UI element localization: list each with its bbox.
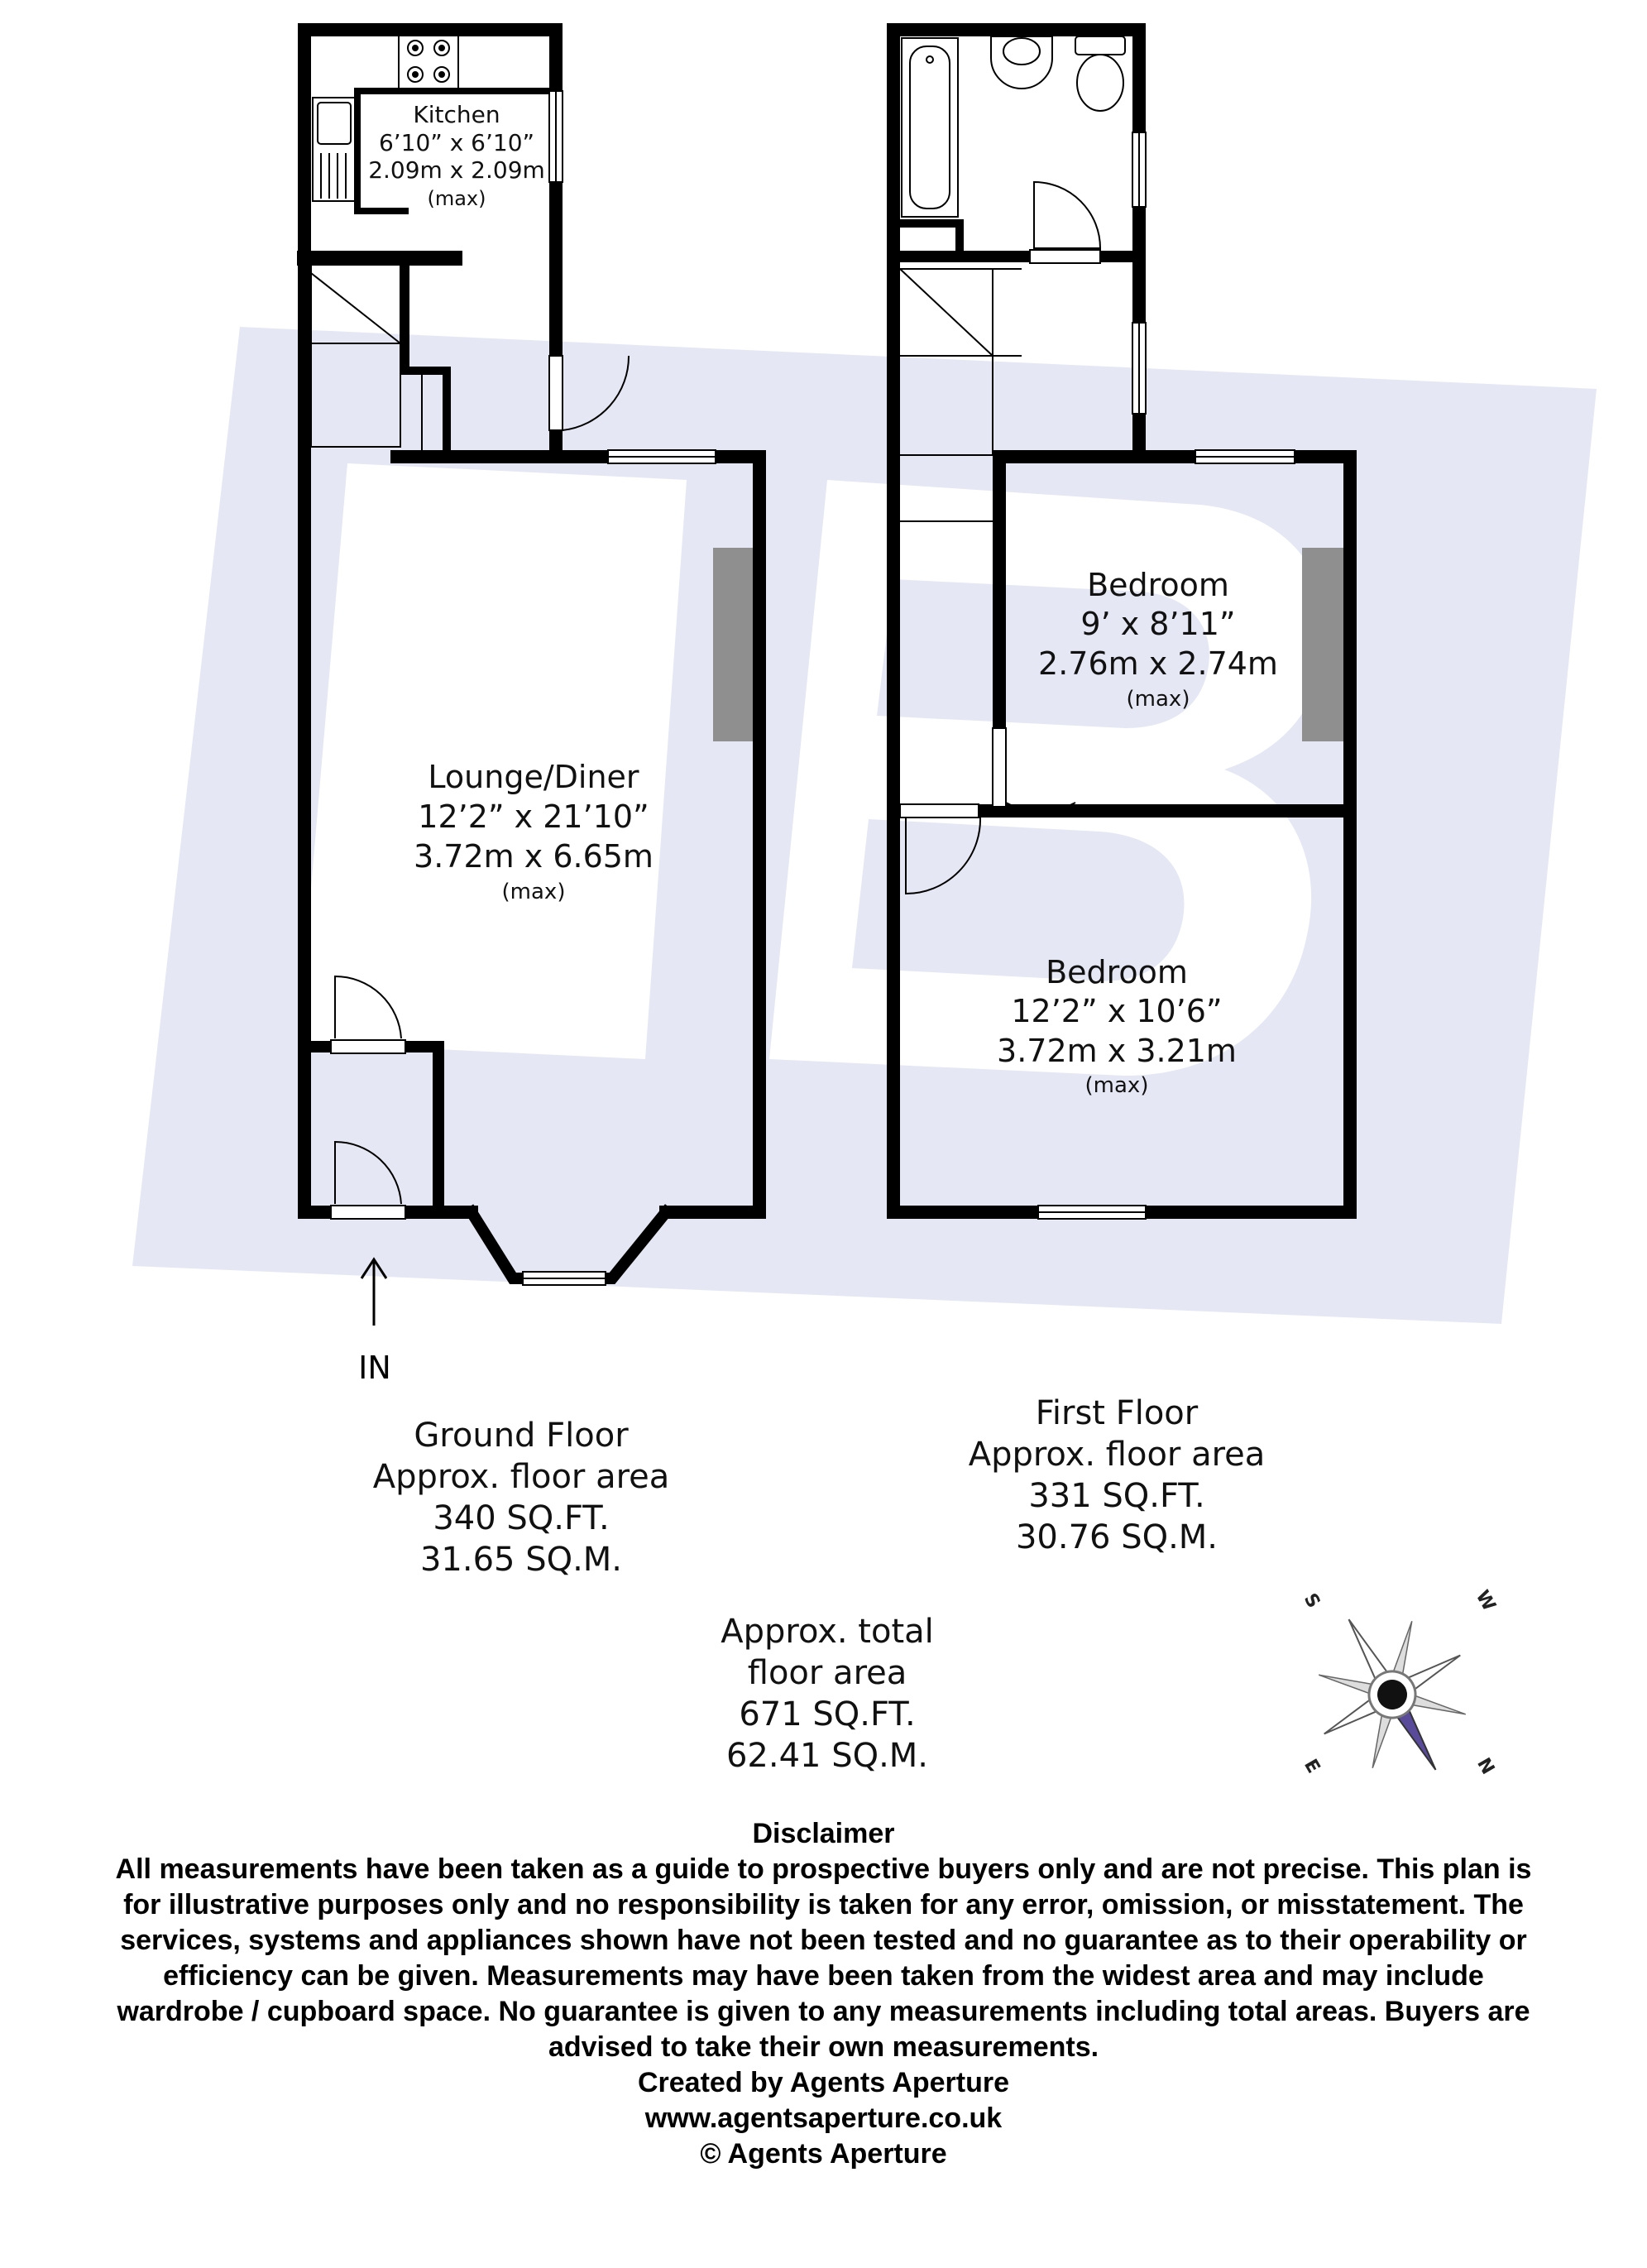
- svg-text:6’10” x 6’10”: 6’10” x 6’10”: [378, 129, 535, 156]
- svg-text:9’ x 8’11”: 9’ x 8’11”: [1080, 606, 1236, 642]
- total-area-summary: [678, 1611, 976, 1777]
- first-floor-summary: [943, 1393, 1290, 1558]
- ground-floor-title: Ground Floor: [414, 1417, 629, 1455]
- disclaimer-line: services, systems and appliances shown have not been tested and no guarantee as to their operability or: [120, 1925, 1527, 1956]
- disclaimer-credit: Created by Agents Aperture: [637, 2067, 1010, 2098]
- svg-text:W: W: [1471, 1586, 1500, 1615]
- first-floor-sqm: 30.76 SQ.M.: [1015, 1518, 1218, 1556]
- disclaimer-block: [25, 1816, 1622, 2172]
- lounge-chimney-breast: [713, 548, 753, 741]
- svg-text:Bedroom: Bedroom: [1087, 567, 1229, 603]
- svg-text:3.72m x 3.21m: 3.72m x 3.21m: [997, 1033, 1237, 1069]
- disclaimer-line: All measurements have been taken as a guide to prospective buyers only and are not precise. This plan is: [115, 1853, 1532, 1885]
- svg-text:Kitchen: Kitchen: [413, 101, 500, 128]
- svg-text:Bedroom: Bedroom: [1046, 954, 1188, 990]
- svg-text:2.76m x 2.74m: 2.76m x 2.74m: [1038, 645, 1278, 682]
- disclaimer-heading: Disclaimer: [752, 1818, 895, 1849]
- disclaimer-line: wardrobe / cupboard space. No guarantee is given to any measurements including total areas. Buyers are: [117, 1996, 1530, 2027]
- bathroom-fittings: [902, 36, 1125, 217]
- svg-text:N: N: [1472, 1754, 1499, 1778]
- disclaimer-line: efficiency can be given. Measurements may have been taken from the widest area and may include: [163, 1960, 1484, 1992]
- disclaimer-copyright: © Agents Aperture: [700, 2138, 947, 2170]
- first-floor-area-label: Approx. floor area: [968, 1436, 1266, 1474]
- ground-floor-sqm: 31.65 SQ.M.: [419, 1541, 623, 1579]
- total-area-sqm: 62.41 SQ.M.: [725, 1737, 929, 1775]
- disclaimer-line: advised to take their own measurements.: [548, 2031, 1099, 2063]
- svg-text:12’2” x 21’10”: 12’2” x 21’10”: [418, 798, 649, 835]
- svg-text:12’2” x 10’6”: 12’2” x 10’6”: [1011, 993, 1223, 1029]
- disclaimer-line: for illustrative purposes only and no responsibility is taken for any error, omission, or misstatement. The: [123, 1889, 1524, 1920]
- total-area-line2: floor area: [747, 1654, 907, 1692]
- svg-text:2.09m x 2.09m: 2.09m x 2.09m: [368, 156, 545, 184]
- total-area-line1: Approx. total: [721, 1613, 934, 1651]
- svg-text:(max): (max): [1084, 1073, 1149, 1098]
- compass-rose-icon: [1281, 1580, 1504, 1810]
- watermark-logo: [132, 327, 1597, 1324]
- svg-text:(max): (max): [427, 187, 486, 210]
- kitchen-label: [368, 101, 545, 210]
- ground-floor-summary: [347, 1415, 695, 1580]
- ground-floor-sqft: 340 SQ.FT.: [433, 1499, 610, 1537]
- svg-text:(max): (max): [1126, 687, 1190, 712]
- first-floor-title: First Floor: [1035, 1394, 1199, 1432]
- entrance-label: IN: [358, 1350, 391, 1386]
- disclaimer-website-link[interactable]: www.agentsaperture.co.uk: [644, 2103, 1003, 2134]
- ground-floor-area-label: Approx. floor area: [372, 1458, 670, 1496]
- total-area-sqft: 671 SQ.FT.: [739, 1695, 916, 1733]
- first-floor-sqft: 331 SQ.FT.: [1028, 1477, 1205, 1515]
- svg-text:(max): (max): [501, 880, 566, 904]
- svg-text:3.72m x 6.65m: 3.72m x 6.65m: [414, 838, 654, 875]
- svg-text:Lounge/Diner: Lounge/Diner: [428, 759, 639, 795]
- bedroom-chimney-breast: [1302, 548, 1343, 741]
- svg-text:E: E: [1300, 1755, 1324, 1777]
- svg-text:S: S: [1299, 1590, 1324, 1612]
